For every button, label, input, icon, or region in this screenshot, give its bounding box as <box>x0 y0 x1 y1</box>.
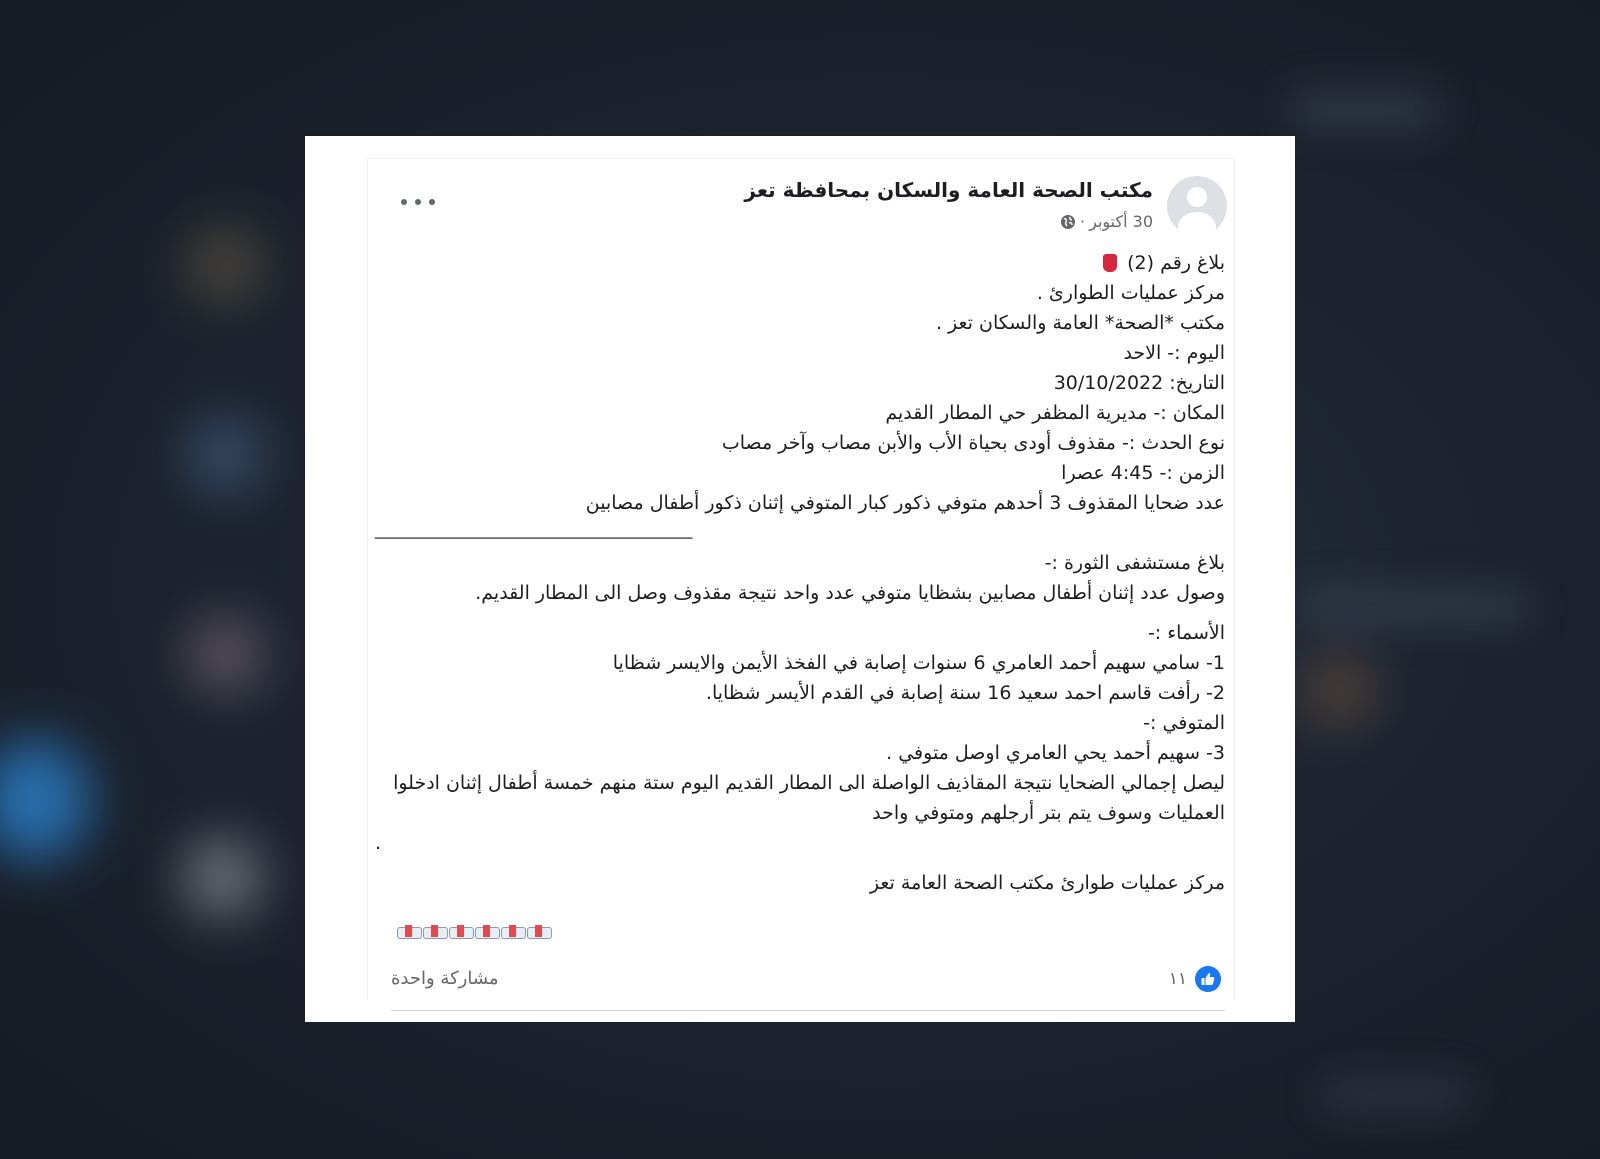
post-line: 3- سهيم أحمد يحي العامري اوصل متوفي . <box>886 742 1225 764</box>
post-body <box>375 248 1225 898</box>
post-date[interactable]: 30 أكتوبر <box>1089 212 1153 231</box>
background-blur <box>1320 1080 1470 1110</box>
ambulance-emoji <box>527 924 550 940</box>
post-line: وصول عدد إثنان أطفال مصابين بشظايا متوفي عدد واحد نتيجة مقذوف وصل الى المطار القديم. <box>475 582 1225 604</box>
shares-count[interactable]: مشاركة واحدة <box>391 968 499 989</box>
post-line: نوع الحدث :- مقذوف أودى بحياة الأب والأبن مصاب وآخر مصاب <box>721 432 1225 454</box>
more-dot <box>401 199 407 205</box>
reactions-summary[interactable] <box>1169 966 1221 992</box>
post-line: بلاغ رقم (2) <box>375 248 1225 278</box>
globe-icon[interactable] <box>1060 214 1076 230</box>
ambulance-emoji-row <box>397 924 550 940</box>
post-line: اليوم :- الاحد <box>1123 342 1225 364</box>
more-options-icon[interactable] <box>401 192 435 212</box>
post-line: الزمن :- 4:45 عصرا <box>1061 462 1225 484</box>
post-line: مركز عمليات الطوارئ . <box>1036 282 1225 304</box>
background-blur <box>185 840 260 915</box>
background-blur <box>0 740 90 860</box>
like-icon <box>1195 966 1221 992</box>
facebook-post-card <box>305 136 1295 1022</box>
background-blur <box>1310 660 1370 720</box>
ambulance-emoji <box>475 924 498 940</box>
page-avatar[interactable] <box>1167 176 1227 236</box>
more-dot <box>415 199 421 205</box>
avatar-silhouette-body <box>1178 212 1216 236</box>
post-line: الأسماء :- <box>1147 622 1225 644</box>
footer-divider <box>391 1010 1225 1011</box>
post-line: المتوفي :- <box>1143 712 1225 734</box>
ambulance-emoji <box>397 924 420 940</box>
post-line: . <box>375 832 382 854</box>
more-dot <box>429 199 435 205</box>
background-blur <box>1290 90 1440 130</box>
meta-separator: · <box>1080 212 1086 231</box>
post-line: 1- سامي سهيم أحمد العامري 6 سنوات إصابة في الفخذ الأيمن والايسر شظايا <box>612 652 1225 674</box>
ambulance-emoji <box>501 924 524 940</box>
post-line: المكان :- مديرية المظفر حي المطار القديم <box>885 402 1225 424</box>
line-gap <box>375 858 1225 868</box>
post-line: مركز عمليات طوارئ مكتب الصحة العامة تعز <box>869 872 1225 894</box>
post-line: بلاغ مستشفى الثورة :- <box>1044 552 1225 574</box>
ambulance-emoji <box>449 924 472 940</box>
background-blur <box>1300 590 1530 624</box>
thumbs-up-icon <box>1200 971 1216 987</box>
post-meta <box>1060 212 1153 231</box>
avatar-silhouette-head <box>1187 187 1207 207</box>
background-blur <box>190 420 260 490</box>
post-line: ليصل إجمالي الضحايا نتيجة المقاذيف الواصلة الى المطار القديم اليوم ستة منهم خمسة أطفال إثنان ادخلوا العمليات وسوف يتم بتر أرجلهم ومتوفي واحد <box>387 772 1225 824</box>
separator-line: ـــــــــــــــــــــــــــــــــــــــــــــــــــــــــ <box>375 522 693 544</box>
ambulance-emoji <box>423 924 446 940</box>
background-blur <box>190 230 260 300</box>
post-line: 2- رأفت قاسم احمد سعيد 16 سنة إصابة في القدم الأيسر شظايا. <box>705 682 1225 704</box>
line-gap <box>375 608 1225 618</box>
post-line: مكتب *الصحة* العامة والسكان تعز . <box>935 312 1225 334</box>
red-pin-emoji <box>1103 254 1117 272</box>
post-line: التاريخ: 30/10/2022 <box>1053 372 1225 394</box>
post-line: عدد ضحايا المقذوف 3 أحدهم متوفي ذكور كبار المتوفي إثنان ذكور أطفال مصابين <box>585 492 1225 514</box>
likes-count: ١١ <box>1168 969 1187 989</box>
page-name[interactable]: مكتب الصحة العامة والسكان بمحافظة تعز <box>744 178 1153 202</box>
background-blur <box>190 620 260 690</box>
